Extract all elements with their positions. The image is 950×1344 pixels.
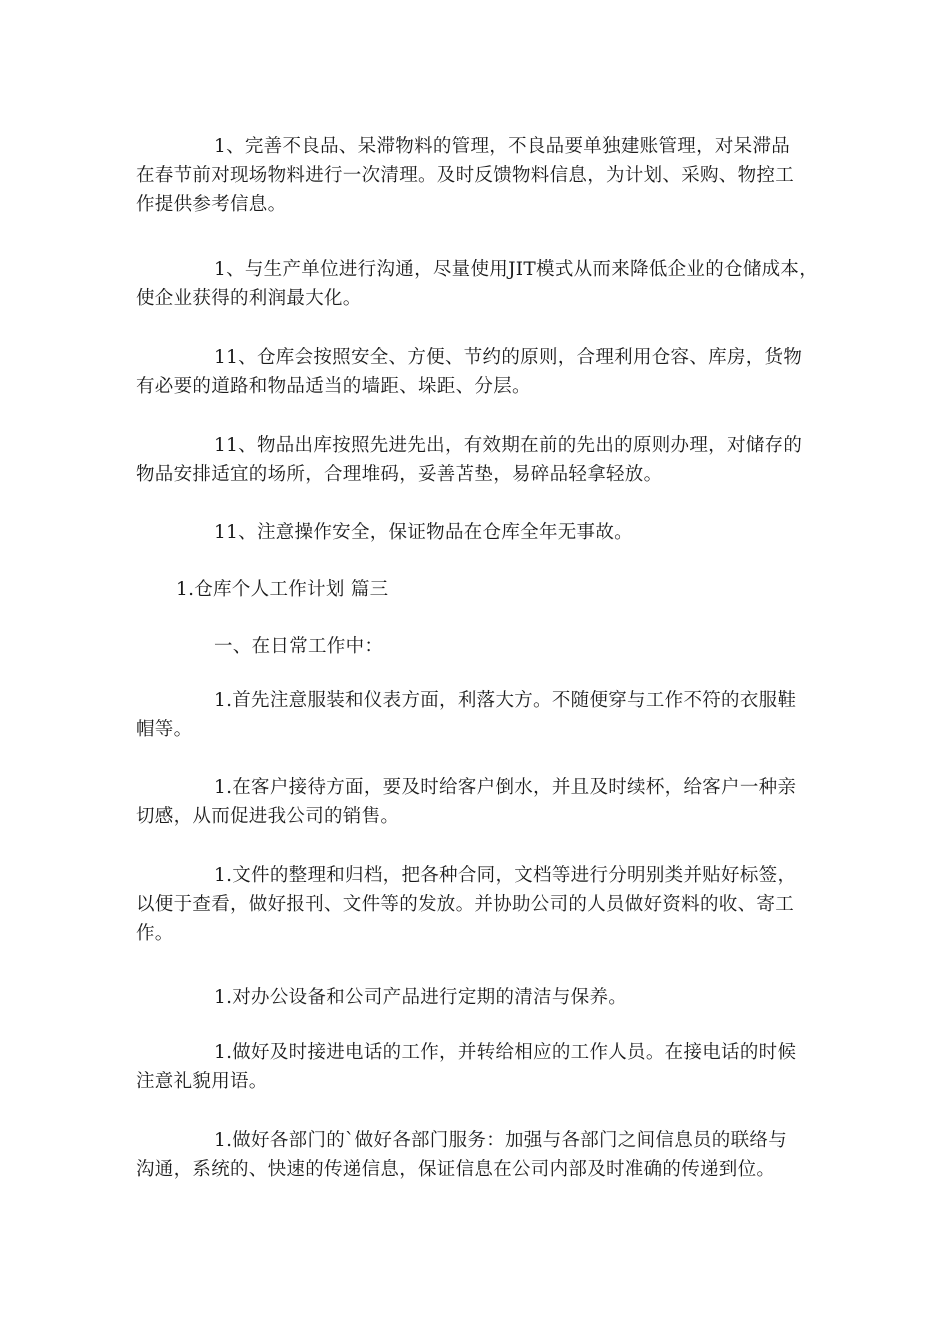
text-line: 11、物品出库按照先进先出，有效期在前的先出的原则办理，对储存的	[214, 435, 803, 456]
paragraph-phone	[136, 1038, 816, 1096]
text-line: 1.对办公设备和公司产品进行定期的清洁与保养。	[214, 987, 628, 1008]
text-line: 11、仓库会按照安全、方便、节约的原则，合理利用仓容、库房，货物	[214, 347, 803, 368]
text-line: 在春节前对现场物料进行一次清理。及时反馈物料信息，为计划、采购、物控工	[136, 165, 795, 186]
text-line: 物品安排适宜的场所，合理堆码，妥善苫垫，易碎品轻拿轻放。	[136, 464, 663, 485]
text-line: 切感，从而促进我公司的销售。	[136, 806, 400, 827]
paragraph-department-service	[136, 1126, 816, 1184]
text-line: 1.首先注意服装和仪表方面，利落大方。不随便穿与工作不符的衣服鞋	[214, 690, 797, 711]
paragraph-safety	[136, 518, 816, 547]
paragraph-storage-principles	[136, 343, 816, 401]
paragraph-fifo	[136, 431, 816, 489]
paragraph-reception	[136, 773, 816, 831]
text-line: 1.做好各部门的`做好各部门服务：加强与各部门之间信息员的联络与	[214, 1130, 788, 1151]
text-line: 使企业获得的利润最大化。	[136, 288, 362, 309]
text-line: 11、注意操作安全，保证物品在仓库全年无事故。	[214, 522, 633, 543]
subsection-heading	[136, 632, 816, 661]
paragraph-defective-materials	[136, 132, 816, 219]
text-line: 有必要的道路和物品适当的墙距、垛距、分层。	[136, 376, 531, 397]
text-line: 沟通，系统的、快速的传递信息，保证信息在公司内部及时准确的传递到位。	[136, 1159, 776, 1180]
text-line: 作。	[136, 923, 174, 944]
paragraph-appearance	[136, 686, 816, 744]
text-line: 注意礼貌用语。	[136, 1071, 268, 1092]
paragraph-jit	[136, 255, 819, 313]
text-line: 作提供参考信息。	[136, 194, 287, 215]
text-line: 1.做好及时接进电话的工作，并转给相应的工作人员。在接电话的时候	[214, 1042, 797, 1063]
text-line: 1、完善不良品、呆滞物料的管理，不良品要单独建账管理，对呆滞品	[214, 136, 791, 157]
text-line: 1.文件的整理和归档，把各种合同，文档等进行分明别类并贴好标签，	[214, 865, 797, 886]
subsection-title: 一、在日常工作中：	[214, 636, 384, 657]
section-title: 1.仓库个人工作计划 篇三	[176, 579, 389, 600]
paragraph-filing	[136, 861, 816, 948]
text-line: 1.在客户接待方面，要及时给客户倒水，并且及时续杯，给客户一种亲	[214, 777, 797, 798]
text-line: 帽等。	[136, 719, 193, 740]
paragraph-maintenance	[136, 983, 816, 1012]
text-line: 以便于查看，做好报刊、文件等的发放。并协助公司的人员做好资料的收、寄工	[136, 894, 795, 915]
section-heading	[136, 575, 816, 604]
text-line: 1、与生产单位进行沟通，尽量使用JIT模式从而来降低企业的仓储成本，	[214, 259, 819, 280]
